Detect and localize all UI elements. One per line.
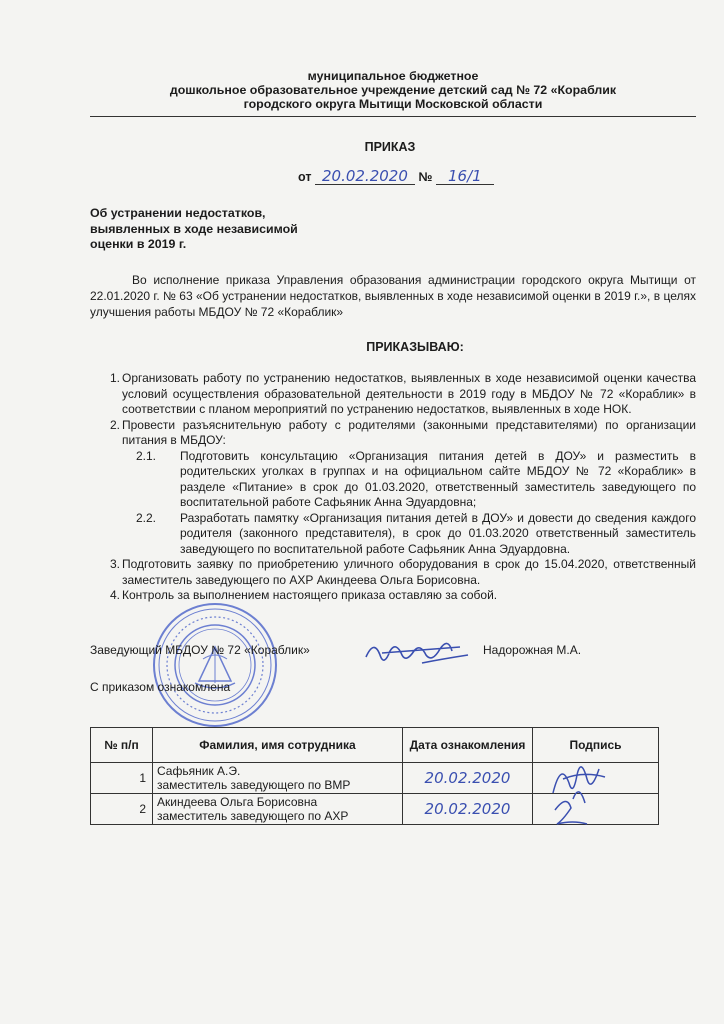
row-employee <box>153 794 403 825</box>
signature-position: Заведующий МБДОУ № 72 «Кораблик» <box>90 643 310 657</box>
subitem-text: Подготовить консультацию «Организация питания детей в ДОУ» и разместить в родительских уголках в группах и на официальном сайте МБДОУ № 72 «Кораблик» в разделе «Питание» в срок до 01.03.2020, ответственный заместитель заведующего по воспитательной работе Сафьяник Анна Эдуардовна; <box>180 448 696 509</box>
item-text: Провести разъяснительную работу с родителями (законными представителями) по организации питания в МБДОУ: <box>122 417 696 447</box>
item-number: 4. <box>110 588 121 602</box>
item-text: Контроль за выполнением настоящего приказа оставляю за собой. <box>122 588 498 602</box>
subitem-number: 2.2. <box>136 510 157 525</box>
order-items-list <box>90 371 696 604</box>
header-divider <box>90 116 696 117</box>
order-heading: ПРИКАЗЫВАЮ: <box>366 340 464 354</box>
handwritten-date: 20.02.2020 <box>315 168 415 185</box>
acknowledgement-table <box>90 727 659 825</box>
document-subject <box>90 206 298 253</box>
employee-name: Сафьяник А.Э. <box>157 764 241 778</box>
order-item-2 <box>90 418 696 449</box>
number-label: № <box>418 170 433 184</box>
header-line-1: муниципальное бюджетное <box>307 69 479 83</box>
subitem-text: Разработать памятку «Организация питания детей в ДОУ» и довести до сведения каждого родителя (законного представителя), в срок до 01.03.2020 ответственный заместитель заведующего по воспитательной работе Сафьяник Анна Эдуардовна. <box>180 510 696 556</box>
row-signature <box>533 763 659 794</box>
header-date: Дата ознакомления <box>403 728 533 763</box>
header-num: № п/п <box>91 728 153 763</box>
order-subitem-2-2 <box>90 511 696 558</box>
table-row <box>91 763 659 794</box>
document-title: ПРИКАЗ <box>364 140 416 154</box>
official-stamp-icon <box>151 601 279 729</box>
header-line-2: дошкольное образовательное учреждение детский сад № 72 «Кораблик <box>169 83 617 97</box>
header-signature: Подпись <box>533 728 659 763</box>
organization-header <box>90 69 696 111</box>
item-number: 2. <box>110 417 121 432</box>
order-item-1 <box>90 371 696 418</box>
subject-line-2: выявленных в ходе независимой <box>90 221 298 236</box>
preamble-paragraph: Во исполнение приказа Управления образования администрации городского округа Мытищи от 22.01.2020 г. № 63 «Об устранении недостатков, выявленных в ходе независимой оценки в 2019 г.», в целях улучшения работы МБДОУ № 72 «Кораблик» <box>90 273 696 319</box>
subitem-number: 2.1. <box>136 448 157 463</box>
employee-name: Акиндеева Ольга Борисовна <box>157 795 318 809</box>
row-employee <box>153 763 403 794</box>
order-subitem-2-1 <box>90 449 696 511</box>
head-signature-icon <box>362 633 472 673</box>
employee-signature-icon <box>547 790 607 830</box>
row-date <box>403 794 533 825</box>
signatory-name: Надорожная М.А. <box>483 643 582 657</box>
row-number: 1 <box>91 763 153 794</box>
row-date <box>403 763 533 794</box>
item-text: Подготовить заявку по приобретению уличного оборудования в срок до 15.04.2020, ответственный заместитель заведующего по АХР Акиндеева Ольга Борисовна. <box>122 557 696 587</box>
table-row <box>91 794 659 825</box>
header-name: Фамилия, имя сотрудника <box>153 728 403 763</box>
subject-line-3: оценки в 2019 г. <box>90 237 187 251</box>
order-item-3 <box>90 557 696 588</box>
row-signature <box>533 794 659 825</box>
handwritten-number: 16/1 <box>436 168 494 185</box>
familiarized-label: С приказом ознакомлена <box>90 680 231 694</box>
employee-role: заместитель заведующего по АХР <box>157 809 349 823</box>
handwritten-ack-date: 20.02.2020 <box>424 799 511 818</box>
item-text: Организовать работу по устранению недостатков, выявленных в ходе независимой оценки качества условий осуществления образовательной деятельности в 2019 году в МБДОУ № 72 «Кораблик» в соответствии с планом мероприятий по устранению недостатков, выявленных в ходе НОК. <box>122 371 696 416</box>
handwritten-ack-date: 20.02.2020 <box>424 768 511 787</box>
row-number: 2 <box>91 794 153 825</box>
date-number-line <box>298 168 494 185</box>
date-prefix: от <box>298 170 312 184</box>
header-line-3: городского округа Мытищи Московской области <box>243 97 543 111</box>
subject-line-1: Об устранении недостатков, <box>90 206 266 220</box>
item-number: 3. <box>110 557 121 571</box>
item-number: 1. <box>110 371 121 385</box>
employee-role: заместитель заведующего по ВМР <box>157 778 351 792</box>
